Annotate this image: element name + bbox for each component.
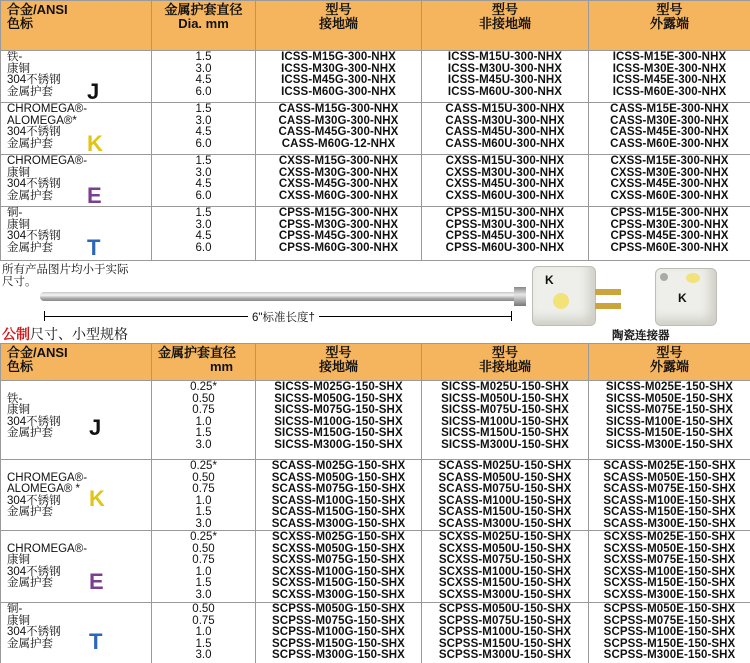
model-number: SCXSS-M075U-150-SHX bbox=[438, 554, 572, 566]
diameter-value: 0.75 bbox=[192, 614, 215, 627]
ungrounded-model-cell bbox=[422, 155, 589, 207]
model-number: SICSS-M050G-150-SHX bbox=[274, 392, 403, 405]
model-number: CASS-M15U-300-NHX bbox=[445, 103, 565, 115]
ungrounded-model-cell bbox=[422, 531, 589, 603]
model-number: CPSS-M15E-300-NHX bbox=[610, 207, 729, 219]
model-number: CPSS-M45G-300-NHX bbox=[278, 230, 399, 242]
diameter-value: 1.0 bbox=[195, 626, 212, 638]
dimension-tick-left bbox=[44, 311, 45, 321]
model-number: SICSS-M075U-150-SHX bbox=[441, 404, 569, 416]
connector-mark: K bbox=[545, 273, 554, 287]
diameter-cell bbox=[152, 155, 256, 207]
diameter-value: 0.25* bbox=[190, 381, 217, 393]
diameter-value: 1.5 bbox=[195, 155, 212, 167]
model-number: SICSS-M150E-150-SHX bbox=[605, 427, 734, 439]
alloy-line: 铜- bbox=[7, 603, 23, 615]
alloy-line bbox=[7, 382, 151, 394]
grounded-model-cell bbox=[256, 603, 422, 663]
model-number: CASS-M60E-300-NHX bbox=[610, 137, 729, 150]
model-number: ICSS-M15U-300-NHX bbox=[447, 51, 563, 63]
model-number: CASS-M30G-300-NHX bbox=[278, 114, 399, 127]
model-number: CPSS-M45U-300-NHX bbox=[445, 230, 565, 242]
model-number: SCASS-M075U-150-SHX bbox=[438, 483, 572, 495]
model-number: ICSS-M45U-300-NHX bbox=[447, 74, 563, 86]
ansi-color-code: K bbox=[87, 131, 103, 155]
size-note bbox=[2, 264, 152, 288]
probe-collar-image bbox=[514, 287, 526, 306]
alloy-line: 金属护套 bbox=[7, 427, 53, 439]
model-number: SCXSS-M075G-150-SHX bbox=[272, 554, 405, 566]
model-number: SICSS-M025U-150-SHX bbox=[441, 381, 569, 393]
table-row bbox=[1, 103, 750, 155]
model-number: SCASS-M075E-150-SHX bbox=[603, 483, 736, 495]
diameter-value: 0.75 bbox=[192, 404, 215, 416]
model-number: ICSS-M45G-300-NHX bbox=[281, 74, 396, 86]
model-number: SCPSS-M050G-150-SHX bbox=[272, 603, 405, 615]
model-number: CASS-M15E-300-NHX bbox=[610, 103, 729, 115]
exposed-model-cell bbox=[589, 207, 750, 261]
model-number: CXSS-M60U-300-NHX bbox=[445, 189, 565, 202]
model-number: ICSS-M15G-300-NHX bbox=[281, 51, 396, 63]
alloy-cell bbox=[1, 207, 152, 261]
alloy-line: 铁- bbox=[7, 392, 23, 405]
model-number: CPSS-M60U-300-NHX bbox=[445, 241, 565, 254]
model-number: CXSS-M15G-300-NHX bbox=[278, 155, 399, 167]
exposed-model-cell bbox=[589, 103, 750, 155]
diameter-value: 6.0 bbox=[195, 137, 212, 150]
model-number: ICSS-M60E-300-NHX bbox=[612, 85, 727, 98]
alloy-line bbox=[7, 461, 151, 473]
grounded-model-cell bbox=[256, 51, 422, 103]
model-number: CXSS-M30G-300-NHX bbox=[278, 166, 399, 179]
exposed-model-cell bbox=[589, 531, 750, 603]
model-number: CPSS-M60E-300-NHX bbox=[610, 241, 729, 254]
model-number: SCASS-M100G-150-SHX bbox=[271, 494, 406, 507]
diameter-value: 0.75 bbox=[192, 483, 215, 495]
model-number: CXSS-M45E-300-NHX bbox=[610, 178, 729, 190]
model-number: SCASS-M075G-150-SHX bbox=[271, 483, 406, 495]
model-number: SICSS-M150G-150-SHX bbox=[274, 427, 403, 439]
diameter-value: 3.0 bbox=[195, 218, 212, 231]
model-number: SCASS-M050U-150-SHX bbox=[438, 471, 572, 484]
model-number: SCXSS-M075E-150-SHX bbox=[603, 554, 736, 566]
model-number: SCXSS-M100G-150-SHX bbox=[272, 565, 405, 578]
model-number: SICSS-M025E-150-SHX bbox=[605, 381, 734, 393]
diameter-value: 6.0 bbox=[195, 241, 212, 254]
grounded-model-cell bbox=[256, 381, 422, 460]
alloy-cell bbox=[1, 381, 152, 460]
exposed-model-cell bbox=[589, 603, 750, 663]
alloy-line: 金属护套 bbox=[7, 577, 53, 589]
model-number: SCXSS-M025E-150-SHX bbox=[603, 531, 736, 543]
diameter-value: 1.5 bbox=[195, 506, 212, 518]
diameter-cell bbox=[152, 531, 256, 603]
model-number: SCASS-M150E-150-SHX bbox=[603, 506, 736, 518]
model-number: SCPSS-M050U-150-SHX bbox=[438, 603, 572, 615]
ansi-color-code: J bbox=[89, 415, 102, 440]
model-number: ICSS-M45E-300-NHX bbox=[612, 74, 727, 86]
diameter-value: 1.5 bbox=[195, 577, 212, 589]
connector-pin bbox=[595, 303, 621, 309]
table-row bbox=[1, 460, 750, 531]
size-note-line: 所有产品图片均小于实际 bbox=[2, 264, 129, 276]
model-number: SCXSS-M050E-150-SHX bbox=[603, 542, 736, 555]
alloy-line: 铜- bbox=[7, 207, 23, 219]
ungrounded-model-cell bbox=[422, 603, 589, 663]
alloy-line: 304不锈钢 bbox=[7, 74, 61, 86]
model-number: CASS-M30E-300-NHX bbox=[610, 114, 729, 127]
alloy-cell bbox=[1, 460, 152, 531]
alloy-cell bbox=[1, 603, 152, 663]
model-number: SCXSS-M050G-150-SHX bbox=[272, 542, 405, 555]
model-number: ICSS-M60G-300-NHX bbox=[281, 85, 396, 98]
diameter-value: 3.0 bbox=[195, 438, 212, 451]
model-number: CXSS-M60E-300-NHX bbox=[610, 189, 729, 202]
alloy-cell bbox=[1, 155, 152, 207]
model-number: SCPSS-M300E-150-SHX bbox=[603, 649, 736, 661]
alloy-line: 金属护套 bbox=[7, 137, 53, 150]
model-number: SCASS-M025G-150-SHX bbox=[271, 460, 406, 472]
alloy-line: 铁- bbox=[7, 51, 23, 63]
model-number: SCXSS-M025U-150-SHX bbox=[438, 531, 572, 543]
model-number: SCPSS-M150U-150-SHX bbox=[438, 637, 572, 650]
alloy-line: 康铜 bbox=[7, 614, 30, 627]
table-row bbox=[1, 207, 750, 261]
male-connector-image bbox=[532, 266, 596, 326]
diameter-value: 0.50 bbox=[192, 542, 215, 555]
alloy-line: 金属护套 bbox=[7, 189, 53, 202]
ceramic-connector-label: 陶瓷连接器 bbox=[612, 330, 670, 342]
connector-color-dot bbox=[553, 293, 569, 309]
exposed-model-cell bbox=[589, 155, 750, 207]
model-number: SCXSS-M150E-150-SHX bbox=[603, 577, 736, 589]
model-number: CPSS-M15U-300-NHX bbox=[445, 207, 565, 219]
metric-mini-probe-table bbox=[0, 343, 750, 663]
model-number: SCASS-M100E-150-SHX bbox=[603, 494, 736, 507]
alloy-line: CHROMEGA®- bbox=[7, 542, 88, 555]
model-number: CPSS-M30E-300-NHX bbox=[610, 218, 729, 231]
model-number: SCPSS-M150G-150-SHX bbox=[272, 637, 405, 650]
alloy-line: 金属护套 bbox=[7, 506, 53, 518]
alloy-line: 304不锈钢 bbox=[7, 415, 61, 428]
model-number: SCASS-M300E-150-SHX bbox=[603, 517, 736, 530]
diameter-value: 3.0 bbox=[195, 517, 212, 530]
diameter-cell bbox=[152, 103, 256, 155]
model-number: SCPSS-M075U-150-SHX bbox=[438, 614, 572, 627]
alloy-line: 304不锈钢 bbox=[7, 565, 61, 578]
model-number: ICSS-M30E-300-NHX bbox=[612, 62, 727, 75]
model-number: CXSS-M30U-300-NHX bbox=[445, 166, 565, 179]
diameter-value: 4.5 bbox=[195, 126, 212, 138]
header-ungrounded: 型号 非接地端 bbox=[422, 344, 589, 381]
model-number: SCPSS-M075G-150-SHX bbox=[272, 614, 405, 627]
diameter-value: 1.0 bbox=[195, 415, 212, 428]
model-number: SCASS-M050G-150-SHX bbox=[271, 471, 406, 484]
model-number: SCPSS-M075E-150-SHX bbox=[603, 614, 736, 627]
model-number: CPSS-M15G-300-NHX bbox=[278, 207, 399, 219]
model-number: SCASS-M150U-150-SHX bbox=[438, 506, 572, 518]
table-header-row bbox=[1, 344, 750, 381]
alloy-line: 康铜 bbox=[7, 554, 30, 566]
alloy-line: 304不锈钢 bbox=[7, 230, 61, 242]
model-number: SCXSS-M100U-150-SHX bbox=[438, 565, 572, 578]
header-alloy: 合金/ANSI 色标 bbox=[1, 344, 152, 381]
connector-screw bbox=[660, 273, 668, 281]
alloy-line: 康铜 bbox=[7, 404, 30, 416]
grounded-model-cell bbox=[256, 531, 422, 603]
diameter-value: 3.0 bbox=[195, 62, 212, 75]
connector-pin bbox=[595, 289, 621, 295]
standard-length-label: 6"标准长度† bbox=[248, 309, 319, 325]
diameter-value: 1.5 bbox=[195, 427, 212, 439]
diameter-value: 3.0 bbox=[195, 649, 212, 661]
table-row bbox=[1, 381, 750, 460]
alloy-line: 304不锈钢 bbox=[7, 126, 61, 138]
diameter-value: 3.0 bbox=[195, 588, 212, 601]
ungrounded-model-cell bbox=[422, 207, 589, 261]
header-grounded: 型号 接地端 bbox=[256, 1, 422, 51]
dimension-tick-right bbox=[511, 311, 512, 321]
model-number: CPSS-M45E-300-NHX bbox=[610, 230, 729, 242]
diameter-value: 3.0 bbox=[195, 114, 212, 127]
section-title-metric: 公制 bbox=[2, 326, 30, 342]
diameter-value: 1.5 bbox=[195, 103, 212, 115]
model-number: SCASS-M150G-150-SHX bbox=[271, 506, 406, 518]
diameter-value: 0.75 bbox=[192, 554, 215, 566]
ansi-color-code: E bbox=[89, 569, 104, 594]
model-number: SICSS-M050E-150-SHX bbox=[605, 392, 734, 405]
model-number: ICSS-M15E-300-NHX bbox=[612, 51, 727, 63]
model-number: SICSS-M050U-150-SHX bbox=[441, 392, 569, 405]
diameter-value: 1.5 bbox=[195, 207, 212, 219]
diameter-cell bbox=[152, 207, 256, 261]
model-number: SCPSS-M100U-150-SHX bbox=[438, 626, 572, 638]
model-number: CXSS-M15U-300-NHX bbox=[445, 155, 565, 167]
model-number: SCPSS-M150E-150-SHX bbox=[603, 637, 736, 650]
exposed-model-cell bbox=[589, 381, 750, 460]
model-number: SCASS-M025E-150-SHX bbox=[603, 460, 736, 472]
model-number: SICSS-M100E-150-SHX bbox=[605, 415, 734, 428]
header-grounded: 型号 接地端 bbox=[256, 344, 422, 381]
model-number: SCASS-M300U-150-SHX bbox=[438, 517, 572, 530]
header-diameter: 金属护套直径 Dia. mm bbox=[152, 1, 256, 51]
ansi-color-code: E bbox=[87, 183, 102, 207]
model-number: CASS-M60U-300-NHX bbox=[445, 137, 565, 150]
table-header-row bbox=[1, 1, 750, 51]
alloy-line: CHROMEGA®- bbox=[7, 103, 88, 115]
diameter-cell bbox=[152, 51, 256, 103]
alloy-cell bbox=[1, 103, 152, 155]
model-number: SCASS-M300G-150-SHX bbox=[271, 517, 406, 530]
model-number: CXSS-M45G-300-NHX bbox=[278, 178, 399, 190]
diameter-value: 1.5 bbox=[195, 637, 212, 650]
diameter-cell bbox=[152, 381, 256, 460]
connector-color-dot bbox=[686, 273, 700, 283]
alloy-line: 金属护套 bbox=[7, 85, 53, 98]
model-number: CASS-M30U-300-NHX bbox=[445, 114, 565, 127]
ansi-color-code: T bbox=[87, 235, 101, 260]
model-number: SCXSS-M300E-150-SHX bbox=[603, 588, 736, 601]
model-number: SICSS-M300U-150-SHX bbox=[441, 438, 569, 451]
header-exposed: 型号 外露端 bbox=[589, 344, 750, 381]
diameter-value: 4.5 bbox=[195, 178, 212, 190]
model-number: SCASS-M100U-150-SHX bbox=[438, 494, 572, 507]
model-number: SICSS-M025G-150-SHX bbox=[274, 381, 403, 393]
model-number: SCXSS-M100E-150-SHX bbox=[603, 565, 736, 578]
model-number: CASS-M45G-300-NHX bbox=[278, 126, 399, 138]
header-exposed: 型号 外露端 bbox=[589, 1, 750, 51]
model-number: CXSS-M30E-300-NHX bbox=[610, 166, 729, 179]
diameter-value: 1.0 bbox=[195, 565, 212, 578]
model-number: SICSS-M100U-150-SHX bbox=[441, 415, 569, 428]
model-number: CASS-M15G-300-NHX bbox=[278, 103, 399, 115]
grounded-model-cell bbox=[256, 103, 422, 155]
model-number: ICSS-M60U-300-NHX bbox=[447, 85, 563, 98]
model-number: SCXSS-M150G-150-SHX bbox=[272, 577, 405, 589]
ungrounded-model-cell bbox=[422, 460, 589, 531]
alloy-line: 金属护套 bbox=[7, 241, 53, 254]
model-number: SCASS-M050E-150-SHX bbox=[603, 471, 736, 484]
diameter-value: 0.25* bbox=[190, 531, 217, 543]
model-number: SCPSS-M300G-150-SHX bbox=[272, 649, 405, 661]
model-number: SCXSS-M300G-150-SHX bbox=[272, 588, 405, 601]
model-number: SICSS-M075E-150-SHX bbox=[605, 404, 734, 416]
ungrounded-model-cell bbox=[422, 51, 589, 103]
alloy-line: CHROMEGA®- bbox=[7, 155, 88, 167]
section-title-rest: 尺寸、小型规格 bbox=[30, 326, 128, 342]
size-note-line: 尺寸。 bbox=[2, 276, 37, 288]
model-number: SCXSS-M050U-150-SHX bbox=[438, 542, 572, 555]
model-number: SICSS-M300E-150-SHX bbox=[605, 438, 734, 451]
model-number: SCPSS-M300U-150-SHX bbox=[438, 649, 572, 661]
diameter-cell bbox=[152, 603, 256, 663]
diameter-value: 0.50 bbox=[192, 603, 215, 615]
alloy-cell bbox=[1, 51, 152, 103]
diameter-value: 0.50 bbox=[192, 392, 215, 405]
header-alloy: 合金/ANSI 色标 bbox=[1, 1, 152, 51]
diameter-cell bbox=[152, 460, 256, 531]
model-number: CASS-M45E-300-NHX bbox=[610, 126, 729, 138]
exposed-model-cell bbox=[589, 51, 750, 103]
model-number: CXSS-M15E-300-NHX bbox=[610, 155, 729, 167]
alloy-cell bbox=[1, 531, 152, 603]
header-ungrounded: 型号 非接地端 bbox=[422, 1, 589, 51]
diameter-value: 0.50 bbox=[192, 471, 215, 484]
alloy-line: 304不锈钢 bbox=[7, 626, 61, 638]
diameter-value: 0.25* bbox=[190, 460, 217, 472]
ungrounded-model-cell bbox=[422, 381, 589, 460]
alloy-line: CHROMEGA®- bbox=[7, 471, 88, 484]
model-number: CPSS-M60G-300-NHX bbox=[278, 241, 399, 254]
model-number: SCPSS-M050E-150-SHX bbox=[603, 603, 736, 615]
model-number: SCASS-M025U-150-SHX bbox=[438, 460, 572, 472]
ansi-color-code: T bbox=[89, 629, 103, 654]
model-number: CXSS-M45U-300-NHX bbox=[445, 178, 565, 190]
diameter-value: 6.0 bbox=[195, 189, 212, 202]
grounded-model-cell bbox=[256, 207, 422, 261]
model-number: ICSS-M30G-300-NHX bbox=[281, 62, 396, 75]
female-connector-image bbox=[655, 268, 717, 326]
model-number: SCXSS-M300U-150-SHX bbox=[438, 588, 572, 601]
model-number: SICSS-M100G-150-SHX bbox=[274, 415, 403, 428]
diameter-value: 1.0 bbox=[195, 494, 212, 507]
model-number: SCPSS-M100E-150-SHX bbox=[603, 626, 736, 638]
model-number: CASS-M45U-300-NHX bbox=[445, 126, 565, 138]
grounded-model-cell bbox=[256, 460, 422, 531]
table-row bbox=[1, 51, 750, 103]
model-number: SCPSS-M100G-150-SHX bbox=[272, 626, 405, 638]
table-row bbox=[1, 603, 750, 663]
model-number: SICSS-M075G-150-SHX bbox=[274, 404, 403, 416]
ansi-color-code: K bbox=[89, 486, 105, 511]
model-number: SCXSS-M025G-150-SHX bbox=[272, 531, 405, 543]
section-title bbox=[2, 326, 128, 342]
model-number: SICSS-M300G-150-SHX bbox=[274, 438, 403, 451]
model-number: CXSS-M60G-300-NHX bbox=[278, 189, 399, 202]
model-number: SICSS-M150U-150-SHX bbox=[441, 427, 569, 439]
grounded-model-cell bbox=[256, 155, 422, 207]
alloy-line: 康铜 bbox=[7, 62, 30, 75]
diameter-value: 1.5 bbox=[195, 51, 212, 63]
alloy-line: 304不锈钢 bbox=[7, 494, 61, 507]
alloy-line: 304不锈钢 bbox=[7, 178, 61, 190]
ansi-color-code: J bbox=[87, 79, 100, 103]
model-number: SCXSS-M150U-150-SHX bbox=[438, 577, 572, 589]
connector-mark: K bbox=[678, 291, 687, 305]
diameter-value: 4.5 bbox=[195, 74, 212, 86]
alloy-line: ALOMEGA® * bbox=[7, 483, 81, 495]
model-number: ICSS-M30U-300-NHX bbox=[447, 62, 563, 75]
alloy-line: 金属护套 bbox=[7, 637, 53, 650]
ungrounded-model-cell bbox=[422, 103, 589, 155]
diameter-value: 6.0 bbox=[195, 85, 212, 98]
model-number: CASS-M60G-12-NHX bbox=[281, 137, 396, 150]
alloy-line: ALOMEGA®* bbox=[7, 114, 77, 127]
diameter-value: 4.5 bbox=[195, 230, 212, 242]
diameter-value: 3.0 bbox=[195, 166, 212, 179]
probe-sheath-image bbox=[40, 292, 518, 301]
table-row bbox=[1, 531, 750, 603]
metric-probe-table bbox=[0, 0, 750, 261]
header-diameter: 金属护套直径 mm bbox=[152, 344, 256, 381]
alloy-line: 康铜 bbox=[7, 166, 30, 179]
alloy-line bbox=[7, 532, 151, 544]
exposed-model-cell bbox=[589, 460, 750, 531]
model-number: CPSS-M30G-300-NHX bbox=[278, 218, 399, 231]
model-number: CPSS-M30U-300-NHX bbox=[445, 218, 565, 231]
table-row bbox=[1, 155, 750, 207]
alloy-line: 康铜 bbox=[7, 218, 30, 231]
